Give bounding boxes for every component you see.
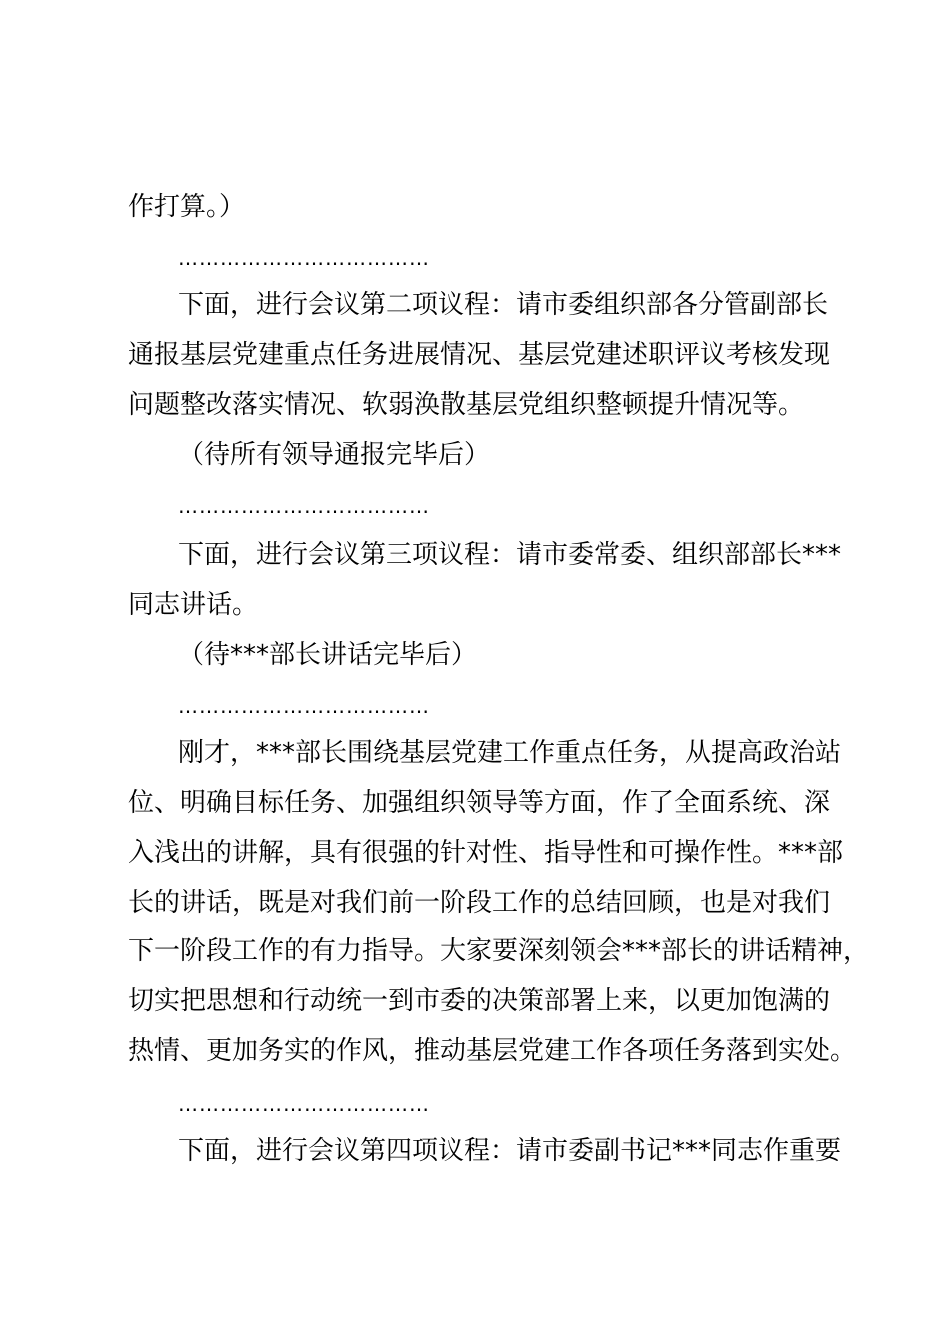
summary-paragraph-line: 下一阶段工作的有力指导。大家要深刻领会***部长的讲话精神， xyxy=(128,936,870,966)
agenda-item-3-line: 同志讲话。 xyxy=(128,590,259,620)
separator-dots: ……………………………… xyxy=(178,694,430,718)
paragraph-continuation-line: 作打算。） xyxy=(128,192,246,222)
stage-note-speech: （待***部长讲话完毕后） xyxy=(178,640,478,670)
stage-note-reports: （待所有领导通报完毕后） xyxy=(178,440,491,470)
agenda-item-3-line: 下面，进行会议第三项议程：请市委常委、组织部部长*** xyxy=(178,540,842,570)
agenda-item-2-line: 通报基层党建重点任务进展情况、基层党建述职评议考核发现 xyxy=(128,340,831,370)
summary-paragraph-line: 热情、更加务实的作风，推动基层党建工作各项任务落到实处。 xyxy=(128,1036,857,1066)
separator-dots: ……………………………… xyxy=(178,246,430,270)
summary-paragraph-line: 刚才，***部长围绕基层党建工作重点任务，从提高政治站 xyxy=(178,738,842,768)
agenda-item-2-line: 问题整改落实情况、软弱涣散基层党组织整顿提升情况等。 xyxy=(128,390,805,420)
summary-paragraph-line: 入浅出的讲解，具有很强的针对性、指导性和可操作性。***部 xyxy=(128,838,844,868)
summary-paragraph-line: 切实把思想和行动统一到市委的决策部署上来，以更加饱满的 xyxy=(128,986,831,1016)
agenda-item-2-line: 下面，进行会议第二项议程：请市委组织部各分管副部长 xyxy=(178,290,829,320)
separator-dots: ……………………………… xyxy=(178,494,430,518)
separator-dots: ……………………………… xyxy=(178,1092,430,1116)
summary-paragraph-line: 长的讲话，既是对我们前一阶段工作的总结回顾，也是对我们 xyxy=(128,888,831,918)
agenda-item-4-line: 下面，进行会议第四项议程：请市委副书记***同志作重要 xyxy=(178,1136,842,1166)
summary-paragraph-line: 位、明确目标任务、加强组织领导等方面，作了全面系统、深 xyxy=(128,788,831,818)
